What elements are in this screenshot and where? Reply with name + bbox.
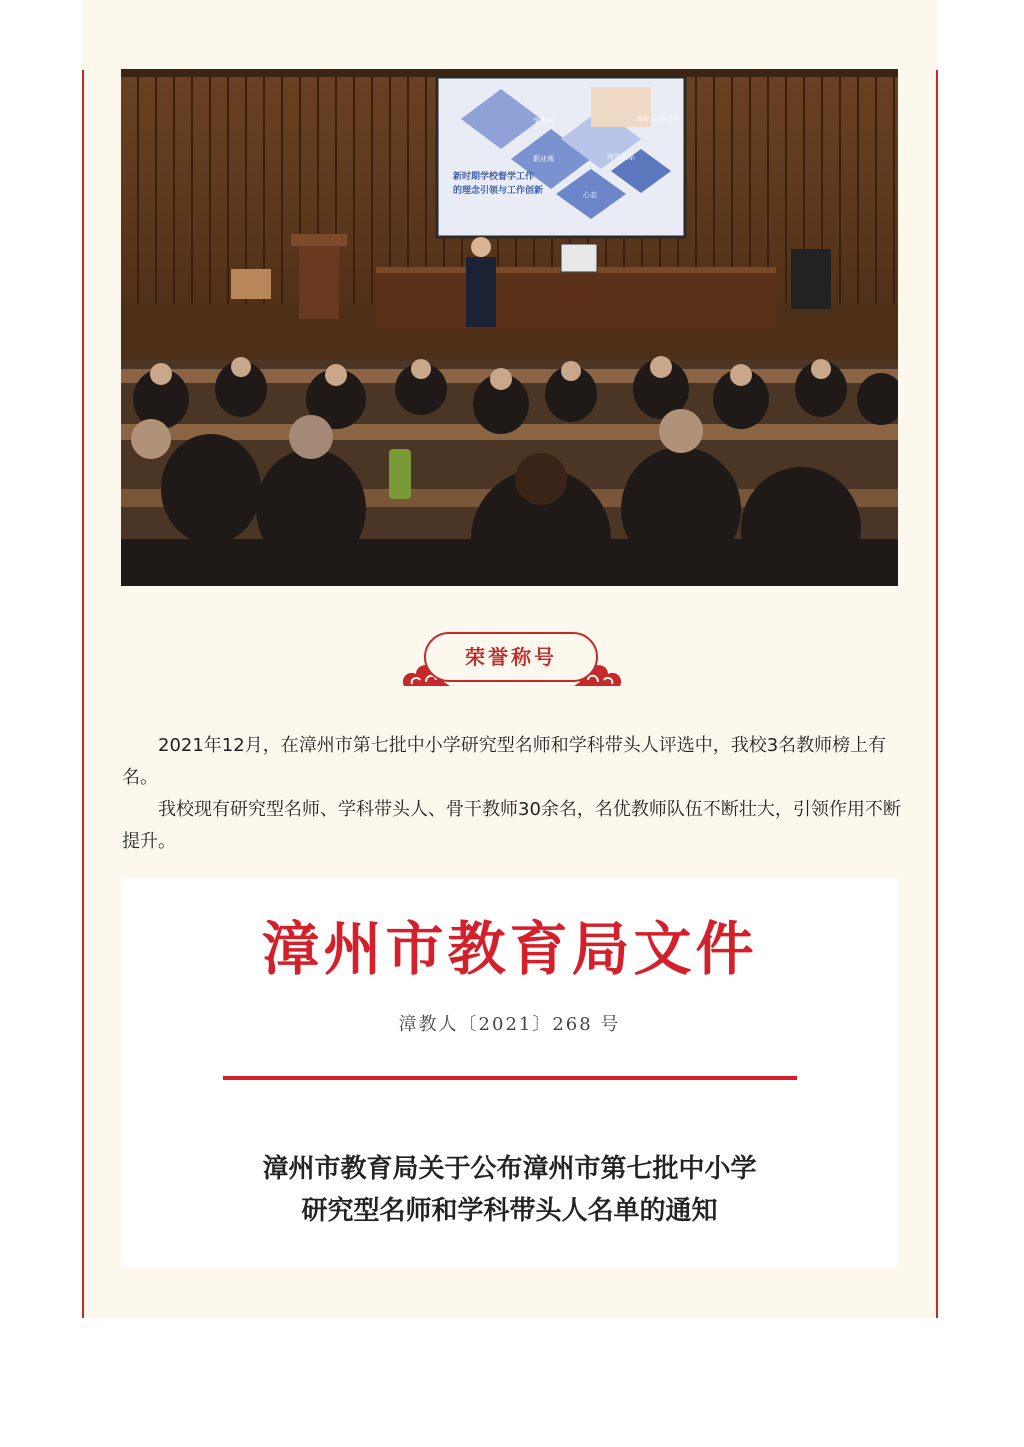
paragraph-1: 2021年12月，在漳州市第七批中小学研究型名师和学科带头人评选中，我校3名教师榜上有名。 [122, 735, 887, 788]
document-red-rule [223, 1076, 797, 1080]
lecture-photo [121, 69, 898, 586]
document-header: 漳州市教育局文件 [261, 915, 758, 983]
slide-tag-4: 心态 [583, 191, 597, 199]
slide-tag-5: 部智力团队建设 [637, 116, 680, 123]
document-number: 漳教人〔2021〕268 号 [398, 1014, 621, 1035]
right-border-line [936, 70, 938, 1318]
projector-screen [437, 77, 685, 237]
left-border-line [82, 70, 84, 1318]
slide-tag-1: 学生观 [533, 117, 554, 125]
slide-tag-2: 职业观 [533, 155, 554, 163]
document-heading-line-1: 漳州市教育局关于公布漳州市第七批中小学 [262, 1154, 757, 1184]
document-heading-line-2: 研究型名师和学科带头人名单的通知 [301, 1196, 718, 1226]
document-heading [121, 1148, 898, 1232]
section-title: 荣誉称号 [465, 645, 557, 669]
slide-title-1: 新时期学校督学工作 [453, 172, 535, 182]
slide-title-2: 的理念引领与工作创新 [453, 186, 544, 196]
paragraph-2: 我校现有研究型名师、学科带头人、骨干教师30余名，名优教师队伍不断壮大，引领作用不断提升。 [122, 799, 901, 852]
official-document [121, 878, 898, 1267]
body-text [122, 730, 902, 858]
section-heading [400, 628, 624, 692]
slide-tag-3: 师生关系 [607, 153, 635, 161]
